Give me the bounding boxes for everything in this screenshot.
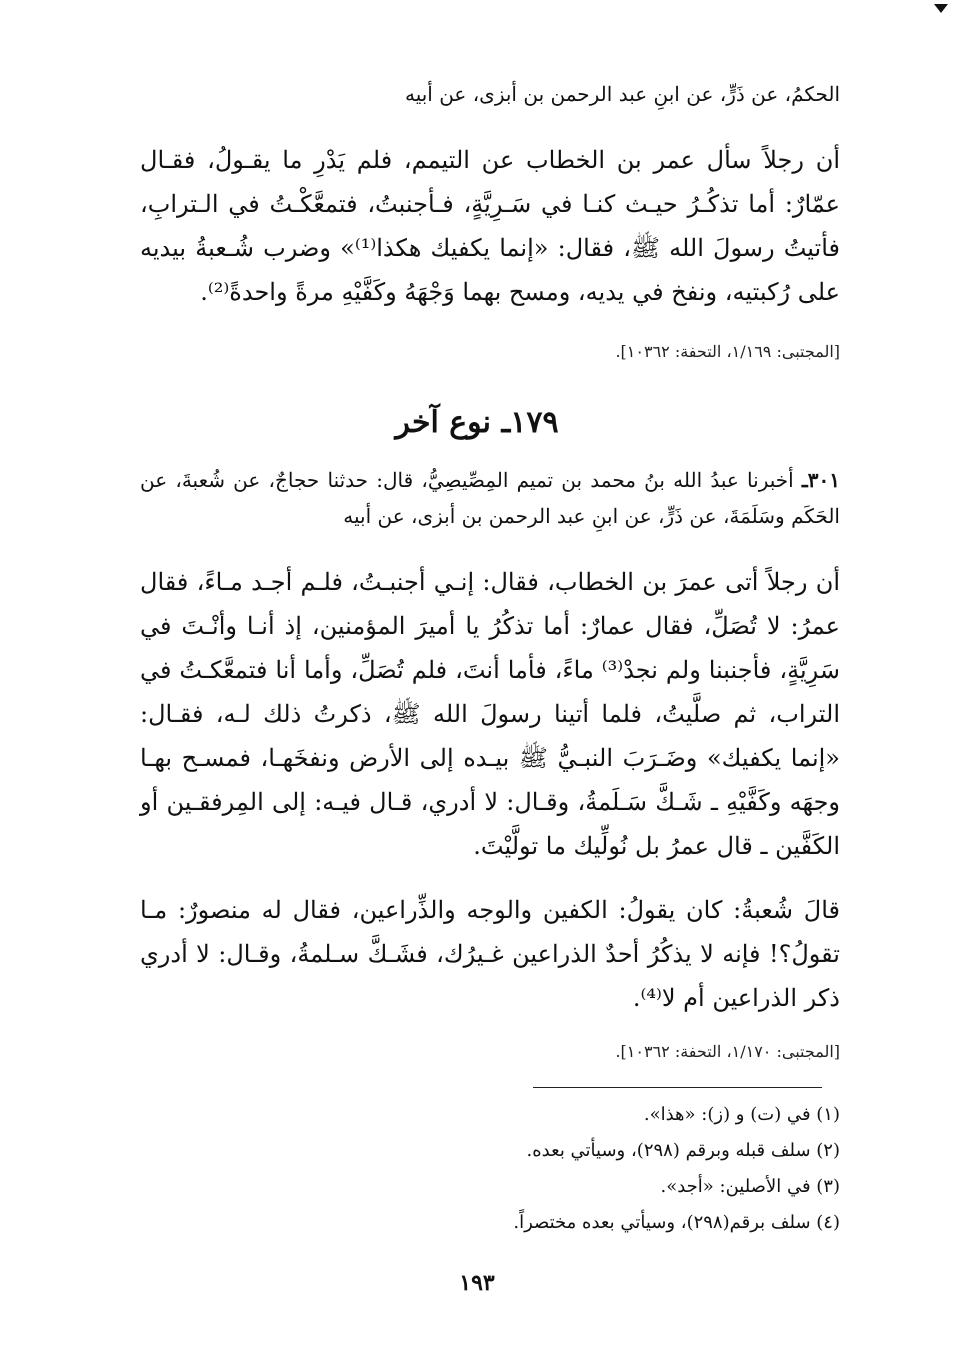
- hadith-301-isnad-text: أخبرنا عبدُ الله بنُ محمد بن تميم المِصِّيصِيُّ، قال: حدثنا حجاجٌ، عن شُعبةَ، عن الحَكَم وسَلَمَةَ، عن ذَرٍّ، عن ابنِ عبد الرحمن بن أبزى، عن أبيه: [140, 468, 840, 528]
- footnote-item: (٤) سلف برقم(٢٩٨)، وسيأتي بعده مختصراً.: [513, 1212, 840, 1233]
- footnote-divider: [533, 1087, 822, 1088]
- hadith-number: ٣٠١ـ: [801, 468, 840, 492]
- footnote-item: (٢) سلف قبله وبرقم (٢٩٨)، وسيأتي بعده.: [526, 1140, 840, 1161]
- section-heading: ١٧٩ـ نوع آخر: [395, 405, 559, 440]
- hadith-301-citation: [140, 1040, 840, 1064]
- hadith-301-text-2: قالَ شُعبةُ: كان يقولُ: الكفين والوجه والذِّراعين، فقال له منصورٌ: مـا تقولُ؟! فإنه لا يذكُرُ أحدٌ الذراعين غـيرُك، فشَـكَّ سـلمةُ، وقـال: لا أدري ذكر الذراعين أم لا⁽⁴⁾.: [140, 896, 840, 1012]
- isnad-fragment-text: الحكمُ، عن ذَرٍّ، عن ابنِ عبد الرحمن بن أبزى، عن أبيه: [404, 82, 840, 106]
- corner-mark-icon: [934, 4, 948, 13]
- hadith-300-text: أن رجلاً سأل عمر بن الخطاب عن التيمم، فلم يَدْرِ ما يقـولُ، فقـال عمّارٌ: أما تذكُـرُ حيـث كنـا في سَـرِيَّةٍ، فـأجنبتُ، فتمعَّكْـتُ في الـترابِ، فأتيتُ رسولَ الله ﷺ، فقال: «إنما يكفيك هكذا⁽¹⁾» وضرب شُـعبةُ بيديه على رُكبتيه، ونفخ في يديه، ومسح بهما وَجْهَهُ وكَفَّيْهِ مرةً واحدةً⁽²⁾.: [140, 146, 840, 306]
- hadith-301-body-2: [140, 888, 840, 1020]
- hadith-301-body: [140, 560, 840, 868]
- hadith-300-citation: [140, 340, 840, 364]
- citation-text: [المجتبى: ١/١٦٩، التحفة: ١٠٣٦٢].: [615, 342, 840, 361]
- page-number: ١٩٣: [459, 1270, 495, 1296]
- isnad-fragment: [140, 78, 840, 110]
- footnote-item: (١) في (ت) و (ز): «هذا».: [643, 1104, 840, 1125]
- footnotes: [300, 1097, 840, 1241]
- hadith-301-text: أن رجلاً أتى عمرَ بن الخطاب، فقال: إنـي أجنبـتُ، فلـم أجـد مـاءً، فقال عمرُ: لا تُصَلِّ، فقال عمارٌ: أما تذكُرُ يا أميرَ المؤمنين، إذ أنـا وأنْـتَ في سَرِيَّةٍ، فأجنبنا ولم نجدْ⁽³⁾ ماءً، فأما أنتَ، فلم تُصَلِّ، وأما أنا فتمعَّكـتُ في التراب، ثم صلَّيتُ، فلما أتينا رسولَ الله ﷺ، ذكرتُ ذلك لـه، فقـال: «إنما يكفيك» وضَـرَبَ النبـيُّ ﷺ بيـده إلى الأرض ونفخَهـا، فمسـح بهـا وجهَه وكَفَّيْهِ ـ شَـكَّ سَـلَمةُ، وقـال: لا أدري، قـال فيـه: إلى المِرفقـين أو الكَفَّين ـ قال عمرُ بل نُولِّيك ما تولَّيْتَ.: [140, 568, 840, 860]
- hadith-301-isnad: [140, 462, 840, 534]
- citation-text: [المجتبى: ١/١٧٠، التحفة: ١٠٣٦٢].: [615, 1042, 840, 1061]
- footnote-item: (٣) في الأصلين: «أجد».: [660, 1176, 840, 1197]
- hadith-300-body: [140, 138, 840, 314]
